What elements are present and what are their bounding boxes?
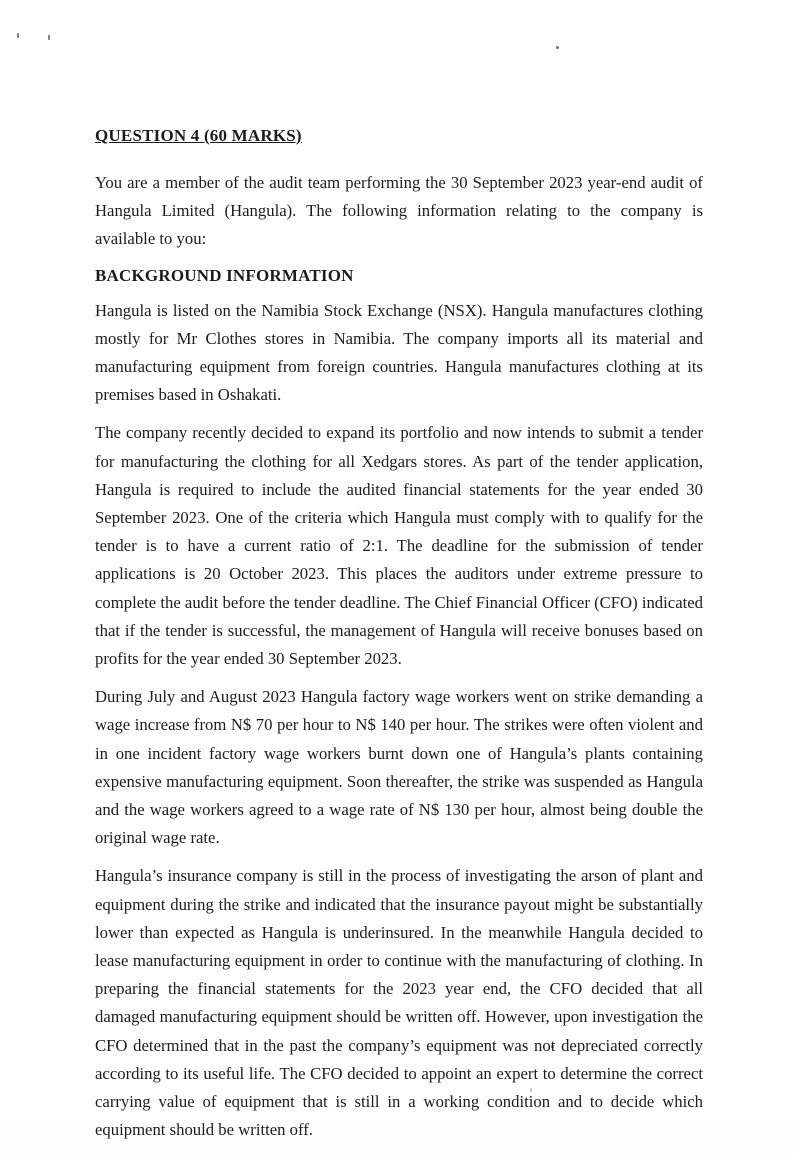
text-block xyxy=(95,126,703,1155)
scan-speck xyxy=(48,35,50,40)
scan-speck xyxy=(556,46,559,49)
strike-paragraph: During July and August 2023 Hangula factory wage workers went on strike demanding a wage increase from N$ 70 per hour to N$ 140 per hour. The strikes were often violent and in one incident factory wage workers burnt down one of Hangula’s plants containing expensive manufacturing equipment. Soon thereafter, the strike was suspended as Hangula and the wage workers agreed to a wage rate of N$ 130 per hour, almost being double the original wage rate. xyxy=(95,687,703,848)
scan-speck xyxy=(17,33,19,38)
tender-paragraph: The company recently decided to expand its portfolio and now intends to submit a tender for manufacturing the clothing for all Xedgars stores. As part of the tender application, Hangula is required to include the audited financial statements for the year ended 30 September 2023. One of the criteria which Hangula must comply with to qualify for the tender is to have a current ratio of 2:1. The deadline for the submission of tender applications is 20 October 2023. This places the auditors under extreme pressure to complete the audit before the tender deadline. The Chief Financial Officer (CFO) indicated that if the tender is successful, the management of Hangula will receive bonuses based on profits for the year ended 30 September 2023. xyxy=(95,423,703,669)
question-heading: QUESTION 4 (60 MARKS) xyxy=(95,126,302,145)
background-paragraph: Hangula is listed on the Namibia Stock Exchange (NSX). Hangula manufactures clothing mostly for Mr Clothes stores in Namibia. The company imports all its material and manufacturing equipment from foreign countries. Hangula manufactures clothing at its premises based in Oshakati. xyxy=(95,300,703,405)
background-information-heading: BACKGROUND INFORMATION xyxy=(95,265,354,285)
insurance-paragraph: Hangula’s insurance company is still in the process of investigating the arson of plant and equipment during the strike and indicated that the insurance payout might be substantially lower than expected as Hangula is underinsured. In the meanwhile Hangula decided to lease manufacturing equipment in order to continue with the manufacturing of clothing. In preparing the financial statements for the 2023 year end, the CFO decided that all damaged manufacturing equipment should be written off. However, upon investigation the CFO determined that in the past the company’s equipment was not depreciated correctly according to its useful life. The CFO decided to appoint an expert to determine the correct carrying value of equipment that is still in a working condition and to decide which equipment should be written off. xyxy=(95,866,703,1140)
intro-paragraph: You are a member of the audit team performing the 30 September 2023 year-end audit of Hangula Limited (Hangula). The following information relating to the company is available to you: xyxy=(95,173,703,249)
